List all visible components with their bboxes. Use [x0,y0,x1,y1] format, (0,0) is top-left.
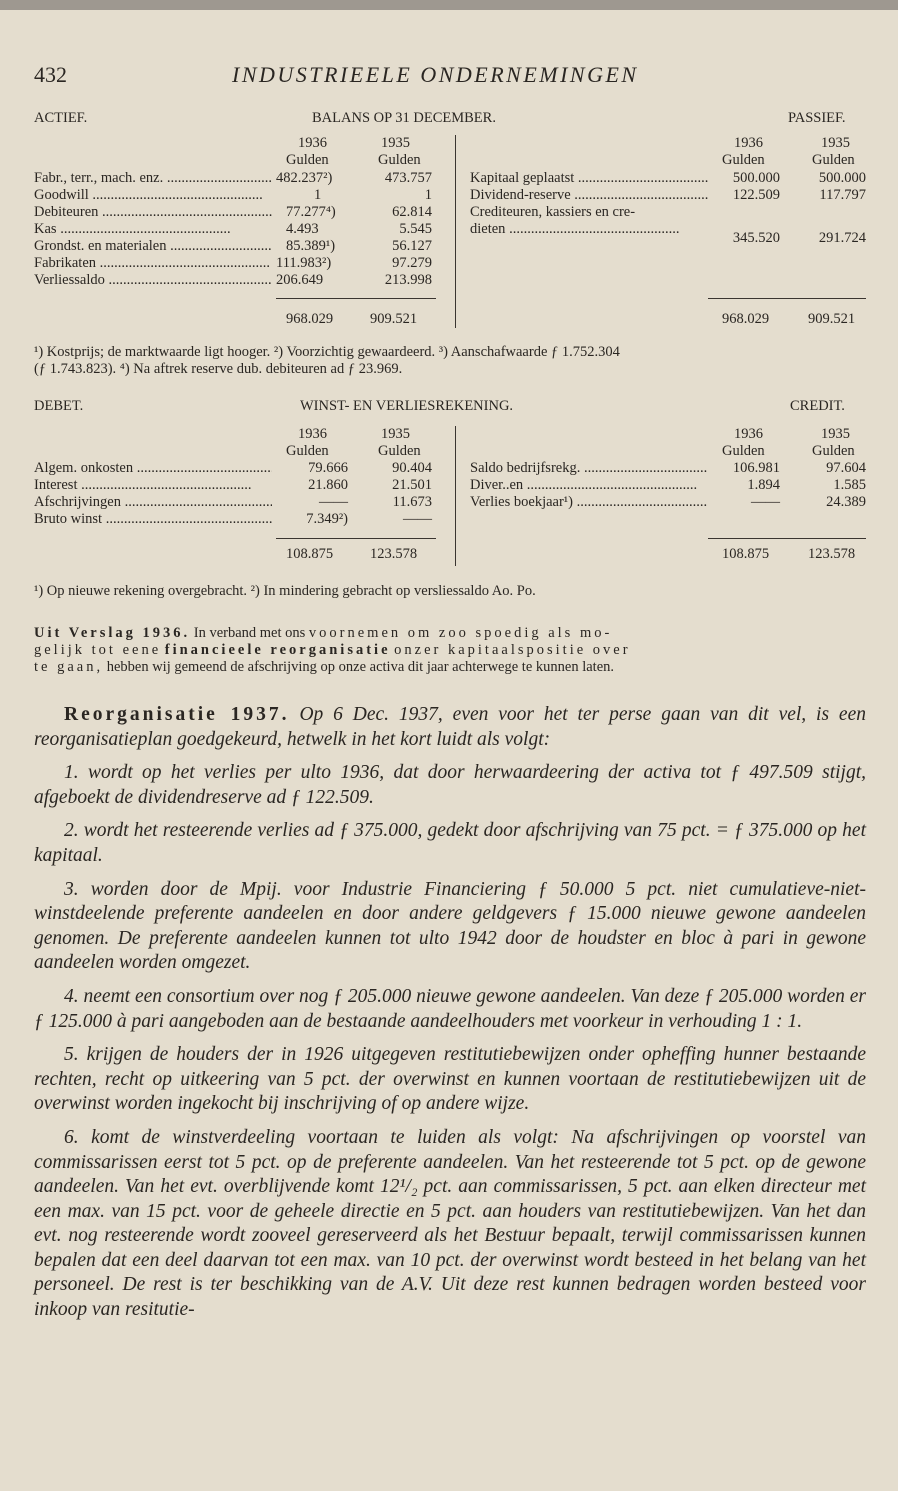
liability-label: dieten ..... [470,221,708,238]
verslag-line1-a: In verband met ons [193,625,306,641]
balance-asset-labels [34,170,272,289]
pl-credit-labels [470,460,708,511]
balance-left-total-rule [276,298,436,299]
running-title: INDUSTRIEELE ONDERNEMINGEN [232,62,639,87]
pl-debit-1935 [354,460,432,528]
debit-value-1936: 7.349²) [306,511,348,527]
reorganisation-text [34,703,866,1332]
debit-value-1935: 11.673 [392,494,432,510]
asset-value-1936: 77.277⁴) [286,204,336,220]
asset-label: Goodwill ..... [34,187,272,204]
pl-right-total-1935: 123.578 [808,546,856,562]
balance-divider [455,135,456,328]
balance-footnote-1: ¹) Kostprijs; de marktwaarde ligt hooger. ²) Voorzichtig gewaardeerd. ³) Aanschafwaarde ƒ 1.752.304 [34,344,620,360]
credit-value-1935: 97.604 [826,460,866,476]
liability-value-1935 [796,204,866,221]
verslag-label: Uit Verslag 1936. [34,625,191,641]
balance-right-unit-1936: Gulden [722,152,765,168]
balance-asset-1936 [276,170,348,289]
pl-debit-1936 [276,460,348,528]
credit-value-1936: 1.894 [747,477,780,493]
credit-label: Verlies boekjaar¹) ..... [470,494,708,511]
asset-value-1935: 97.279 [392,255,432,271]
reorg-item-2: 2. wordt het resteerende verlies ad ƒ 375.000, gedekt door afschrijving van 75 pct. = ƒ 375.000 op het kapitaal. [34,820,866,866]
credit-label: Saldo bedrijfsrekg. ..... [470,460,708,477]
liability-label: Crediteuren, kassiers en cre- [470,204,636,220]
balance-title: BALANS OP 31 DECEMBER. [312,110,496,126]
pl-left-unit-1935: Gulden [378,443,421,459]
balance-right-unit-1935: Gulden [812,152,855,168]
balance-right-total-1936: 968.029 [722,311,770,327]
balance-left-header: ACTIEF. [34,110,88,126]
debit-value-1936: 21.860 [308,477,348,493]
asset-label: Grondst. en materialen ..... [34,238,272,255]
asset-value-1936: 482.237²) [276,170,333,186]
asset-value-1935: 1 [424,187,432,203]
balance-right-header: PASSIEF. [788,110,846,126]
liability-value-1936: 500.000 [732,170,780,186]
pl-right-year-1935: 1935 [821,426,850,442]
verslag-line3-b: hebben wij gemeend de afschrijving op onze activa dit jaar achterwege te kunnen laten. [106,659,615,675]
asset-value-1935: 56.127 [392,238,432,254]
asset-value-1936: 1 [314,187,322,203]
liability-label: Dividend-reserve ..... [470,187,708,204]
debit-label: Bruto winst ..... [34,511,272,528]
pl-right-unit-1935: Gulden [812,443,855,459]
balance-left-year-1936: 1936 [298,135,327,151]
liability-label: Kapitaal geplaatst ..... [470,170,708,187]
balance-left-total-1936: 968.029 [286,311,334,327]
credit-value-1936: —— [751,494,780,510]
verslag-line2-a: gelijk tot eene [34,642,162,658]
asset-label: Verliessaldo ..... [34,272,272,289]
pl-credit-1936 [712,460,780,511]
balance-asset-1935 [354,170,432,289]
balance-left-unit-1936: Gulden [286,152,329,168]
pl-title: WINST- EN VERLIESREKENING. [300,398,514,414]
pl-right-total-1936: 108.875 [722,546,770,562]
asset-value-1936: 4.493 [286,221,319,237]
verslag-line1-b: voornemen om zoo spoedig als mo- [308,625,613,641]
asset-value-1936: 111.983²) [276,255,332,271]
liability-value-1936: 345.520 [732,230,780,246]
asset-label: Debiteuren ..... [34,204,272,221]
debit-label: Afschrijvingen ..... [34,494,272,511]
pl-left-total-1935: 123.578 [370,546,418,562]
debit-label: Interest ..... [34,477,272,494]
liability-value-1935: 291.724 [818,230,866,246]
reorg-item-1: 1. wordt op het verlies per ulto 1936, dat door herwaardeering der activa tot ƒ 497.509 stijgt, afgeboekt de dividendreserve ad ƒ 122.509. [34,762,866,808]
liability-value-1936: 122.509 [732,187,780,203]
pl-left-header: DEBET. [34,398,84,414]
pl-right-year-1936: 1936 [734,426,763,442]
verslag-line-1 [34,625,612,642]
debit-value-1936: —— [319,494,348,510]
verslag-line2-b: financieele reorganisatie [164,642,391,658]
pl-left-total-rule [276,538,436,539]
pl-right-total-rule [708,538,866,539]
page-number: 432 [34,62,67,87]
debit-value-1936: 79.666 [308,460,348,476]
pl-debit-labels [34,460,272,528]
pl-right-unit-1936: Gulden [722,443,765,459]
verslag-line-3 [34,659,614,676]
pl-footnote: ¹) Op nieuwe rekening overgebracht. ²) In mindering gebracht op versliessaldo Ao. Po. [34,583,536,599]
asset-label: Kas ..... [34,221,272,238]
balance-footnote-2: (ƒ 1.743.823). ⁴) Na aftrek reserve dub. debiteuren ad ƒ 23.969. [34,361,403,377]
balance-right-total-1935: 909.521 [808,311,856,327]
pl-right-header: CREDIT. [790,398,845,414]
debit-label: Algem. onkosten ..... [34,460,272,477]
reorg-intro: Op 6 Dec. 1937, even voor het ter perse gaan van dit vel, is een reorganisatieplan goedgekeurd, hetwelk in het kort luidt als volgt: [34,704,866,750]
pl-credit-1935 [796,460,866,511]
asset-value-1935: 62.814 [392,204,432,220]
balance-left-year-1935: 1935 [381,135,410,151]
asset-label: Fabrikaten ..... [34,255,272,272]
credit-value-1935: 1.585 [833,477,866,493]
asset-label: Fabr., terr., mach. enz. ..... [34,170,272,187]
verslag-line-2 [34,642,631,659]
balance-right-year-1935: 1935 [821,135,850,151]
credit-value-1936: 106.981 [732,460,780,476]
reorg-item-4: 4. neemt een consortium over nog ƒ 205.000 nieuwe gewone aandeelen. Van deze ƒ 205.000 worden er ƒ 125.000 à pari aangeboden aan de bestaande aandeelhouders met voorkeur in verhouding 1 : 1. [34,985,866,1032]
liability-value-1936 [712,204,780,221]
debit-value-1935: 90.404 [392,460,432,476]
asset-value-1936: 206.649 [276,272,324,288]
reorg-item-3: 3. worden door de Mpij. voor Industrie Financiering ƒ 50.000 5 pct. niet cumulatieve-niet-winstdeelende preferente aandeelen en door andere geldgevers ƒ 15.000 nieuwe gewone aandeelen genomen. De preferente aandeelen kunnen tot ulto 1942 door de houdster en bloc à pari in gewone aandeelen worden omgezet. [34,878,866,974]
balance-left-total-1935: 909.521 [370,311,418,327]
pl-divider [455,426,456,566]
asset-value-1935: 5.545 [399,221,432,237]
balance-right-year-1936: 1936 [734,135,763,151]
reorg-heading: Reorganisatie 1937. [64,704,290,725]
balance-left-unit-1935: Gulden [378,152,421,168]
debit-value-1935: —— [403,511,432,527]
pl-left-unit-1936: Gulden [286,443,329,459]
credit-value-1935: 24.389 [826,494,866,510]
liability-value-1935: 500.000 [818,170,866,186]
reorg-item-5: 5. krijgen de houders der in 1926 uitgegeven restitutiebewijzen onder opheffing hunner bestaande rechten, recht op uitkeering van 5 pct. der overwinst en kunnen voortaan de restitutiebewijzen uit de overwinst worden ingekocht bij inschrijving of op andere wijze. [34,1044,866,1115]
pl-left-year-1935: 1935 [381,426,410,442]
pl-left-total-1936: 108.875 [286,546,334,562]
asset-value-1936: 85.389¹) [286,238,336,254]
credit-label: Diver..en ..... [470,477,708,494]
asset-value-1935: 213.998 [384,272,432,288]
liability-value-1935: 117.797 [819,187,866,203]
balance-liability-1935 [796,170,866,247]
pl-left-year-1936: 1936 [298,426,327,442]
verslag-line3-a: te gaan, [34,659,104,675]
verslag-line2-c: onzer kapitaalspositie over [394,642,631,658]
asset-value-1935: 473.757 [384,170,432,186]
balance-liability-1936 [712,170,780,247]
debit-value-1935: 21.501 [392,477,432,493]
balance-right-total-rule [708,298,866,299]
page-top-edge [0,0,898,10]
reorg-item-6: 6. komt de winstverdeeling voortaan te luiden als volgt: Na afschrijvingen op voorstel van commissarissen eerst tot 5 pct. op de preferente aandeelen. Van het resteerende tot 5 pct. op de gewone aandeelen. Van het evt. overblijvende komt 12¹/₂ pct. aan commissarissen, 5 pct. aan elken directeur met een max. van 15 pct. voor de geheele directie en 5 pct. aan houders van restitutiebewijzen. Van het dan evt. nog resteerende wordt zooveel gereserveerd als het Bestuur bepaalt, terwijl commissarissen kunnen bepalen dat een deel daarvan tot een max. van 10 pct. der overwinst wordt besteed in het belang van het personeel. De rest is ter beschikking van de A.V. Uit deze rest kunnen bedragen worden besteed voor inkoop van resitutie- [34,1126,866,1321]
balance-liability-labels [470,170,708,238]
